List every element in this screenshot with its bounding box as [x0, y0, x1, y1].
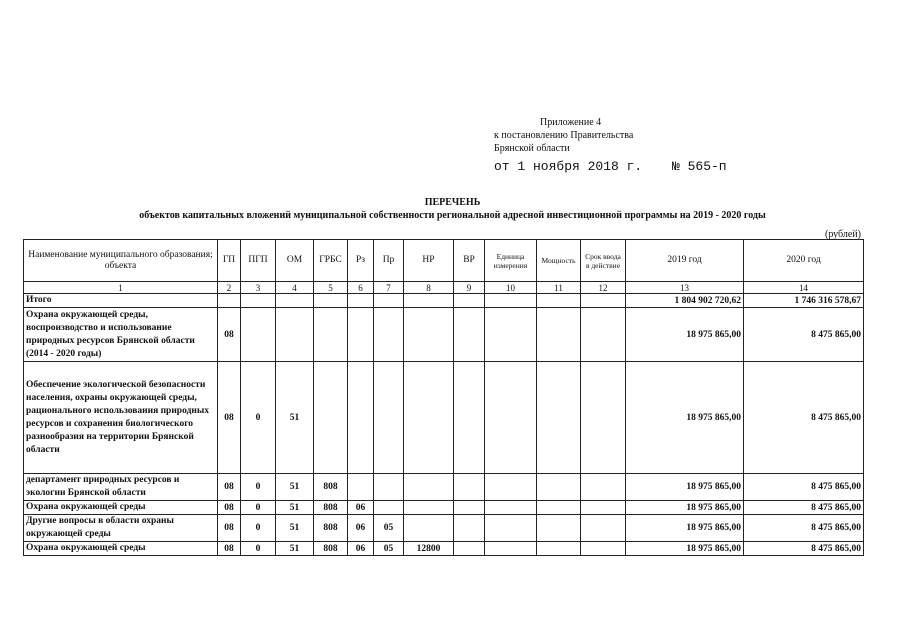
cell-name: Другие вопросы в области охраны окружающей среды	[24, 515, 218, 542]
col-header-term: Срок ввода в действие	[581, 240, 626, 282]
cell-unit	[485, 515, 537, 542]
cell-gp: 08	[218, 308, 241, 362]
cell-rz	[348, 362, 374, 474]
cell-rz	[348, 294, 374, 308]
cell-grbs: 808	[314, 501, 348, 515]
cell-vr	[454, 362, 485, 474]
cell-pgp: 0	[241, 515, 276, 542]
cell-y2020: 8 475 865,00	[744, 308, 864, 362]
table-row	[24, 542, 864, 556]
cell-pr	[374, 474, 404, 501]
header-row	[24, 240, 864, 282]
cell-pgp	[241, 294, 276, 308]
cell-unit	[485, 362, 537, 474]
cell-grbs: 808	[314, 515, 348, 542]
cell-y2020: 8 475 865,00	[744, 474, 864, 501]
cell-om: 51	[276, 515, 314, 542]
cell-y2019: 18 975 865,00	[626, 542, 744, 556]
cell-vr	[454, 294, 485, 308]
cell-unit	[485, 542, 537, 556]
cell-grbs: 808	[314, 542, 348, 556]
cell-om: 51	[276, 501, 314, 515]
cell-nr	[404, 308, 454, 362]
col-header-power: Мощность	[537, 240, 581, 282]
cell-om	[276, 294, 314, 308]
cell-vr	[454, 474, 485, 501]
cell-gp: 08	[218, 501, 241, 515]
cell-unit	[485, 474, 537, 501]
cell-om	[276, 308, 314, 362]
cell-term	[581, 542, 626, 556]
resolution-number: № 565-п	[672, 159, 727, 174]
col-number: 1	[24, 282, 218, 294]
cell-nr	[404, 294, 454, 308]
col-number: 5	[314, 282, 348, 294]
col-header-2019: 2019 год	[626, 240, 744, 282]
cell-y2019: 18 975 865,00	[626, 474, 744, 501]
cell-term	[581, 515, 626, 542]
table-row	[24, 308, 864, 362]
cell-power	[537, 501, 581, 515]
cell-y2019: 1 804 902 720,62	[626, 294, 744, 308]
cell-rz: 06	[348, 542, 374, 556]
cell-term	[581, 474, 626, 501]
unit-label: (рублей)	[824, 229, 861, 240]
cell-grbs: 808	[314, 474, 348, 501]
cell-pgp	[241, 308, 276, 362]
cell-pr	[374, 362, 404, 474]
document-title: ПЕРЕЧЕНЬ	[424, 197, 481, 208]
cell-vr	[454, 542, 485, 556]
cell-gp	[218, 294, 241, 308]
cell-name: Охрана окружающей среды, воспроизводство и использование природных ресурсов Брянской области (2014 - 2020 годы)	[24, 308, 218, 362]
cell-term	[581, 294, 626, 308]
cell-name: Охрана окружающей среды	[24, 501, 218, 515]
cell-gp: 08	[218, 362, 241, 474]
table-row	[24, 362, 864, 474]
cell-term	[581, 501, 626, 515]
col-number: 13	[626, 282, 744, 294]
resolution-date: от 1 ноября 2018 г.	[494, 159, 643, 174]
cell-name: Обеспечение экологической безопасности населения, охраны окружающей среды, рационального использования природных ресурсов и сохранения биологического разнообразия на территории Брянской области	[24, 362, 218, 474]
cell-pr: 05	[374, 542, 404, 556]
cell-pgp: 0	[241, 542, 276, 556]
col-header-pr: Пр	[374, 240, 404, 282]
region-label: Брянской области	[494, 143, 570, 154]
cell-gp: 08	[218, 515, 241, 542]
cell-power	[537, 308, 581, 362]
column-number-row	[24, 282, 864, 294]
col-header-om: ОМ	[276, 240, 314, 282]
cell-term	[581, 362, 626, 474]
cell-pr	[374, 308, 404, 362]
cell-pr	[374, 294, 404, 308]
cell-power	[537, 515, 581, 542]
cell-unit	[485, 308, 537, 362]
cell-pgp: 0	[241, 362, 276, 474]
col-number: 9	[454, 282, 485, 294]
cell-grbs	[314, 362, 348, 474]
col-header-pgp: ПГП	[241, 240, 276, 282]
cell-vr	[454, 308, 485, 362]
col-number: 10	[485, 282, 537, 294]
cell-nr	[404, 362, 454, 474]
table-row	[24, 474, 864, 501]
cell-rz: 06	[348, 501, 374, 515]
cell-y2019: 18 975 865,00	[626, 308, 744, 362]
cell-pgp: 0	[241, 501, 276, 515]
col-number: 6	[348, 282, 374, 294]
cell-nr	[404, 515, 454, 542]
cell-power	[537, 362, 581, 474]
cell-y2020: 8 475 865,00	[744, 542, 864, 556]
cell-unit	[485, 294, 537, 308]
cell-grbs	[314, 308, 348, 362]
col-number: 2	[218, 282, 241, 294]
cell-y2019: 18 975 865,00	[626, 515, 744, 542]
col-number: 4	[276, 282, 314, 294]
col-header-grbs: ГРБС	[314, 240, 348, 282]
col-header-gp: ГП	[218, 240, 241, 282]
cell-grbs	[314, 294, 348, 308]
col-number: 14	[744, 282, 864, 294]
cell-rz: 06	[348, 515, 374, 542]
cell-y2020: 8 475 865,00	[744, 501, 864, 515]
col-header-name: Наименование муниципального образования; объекта	[24, 240, 218, 282]
col-number: 8	[404, 282, 454, 294]
cell-pgp: 0	[241, 474, 276, 501]
cell-term	[581, 308, 626, 362]
cell-rz	[348, 308, 374, 362]
cell-name: Охрана окружающей среды	[24, 542, 218, 556]
table-row	[24, 294, 864, 308]
appendix-label: Приложение 4	[540, 117, 602, 128]
cell-y2019: 18 975 865,00	[626, 362, 744, 474]
cell-om: 51	[276, 542, 314, 556]
cell-gp: 08	[218, 542, 241, 556]
table-row	[24, 515, 864, 542]
cell-y2020: 8 475 865,00	[744, 515, 864, 542]
cell-nr: 12800	[404, 542, 454, 556]
cell-pr: 05	[374, 515, 404, 542]
cell-rz	[348, 474, 374, 501]
cell-gp: 08	[218, 474, 241, 501]
cell-pr	[374, 501, 404, 515]
cell-y2020: 1 746 316 578,67	[744, 294, 864, 308]
document-subtitle: объектов капитальных вложений муниципальной собственности региональной адресной инвестиционной программы на 2019 - 2020 годы	[139, 210, 766, 221]
cell-unit	[485, 501, 537, 515]
cell-power	[537, 294, 581, 308]
cell-power	[537, 474, 581, 501]
col-header-unit: Единица измерения	[485, 240, 537, 282]
cell-y2019: 18 975 865,00	[626, 501, 744, 515]
table-row	[24, 501, 864, 515]
resolution-label: к постановлению Правительства	[494, 130, 634, 141]
cell-name: департамент природных ресурсов и экологии Брянской области	[24, 474, 218, 501]
cell-vr	[454, 515, 485, 542]
investment-table	[23, 239, 864, 556]
col-number: 7	[374, 282, 404, 294]
col-header-2020: 2020 год	[744, 240, 864, 282]
cell-vr	[454, 501, 485, 515]
cell-power	[537, 542, 581, 556]
cell-nr	[404, 474, 454, 501]
col-number: 11	[537, 282, 581, 294]
cell-name: Итого	[24, 294, 218, 308]
col-header-nr: НР	[404, 240, 454, 282]
cell-y2020: 8 475 865,00	[744, 362, 864, 474]
col-number: 3	[241, 282, 276, 294]
col-header-vr: ВР	[454, 240, 485, 282]
cell-om: 51	[276, 362, 314, 474]
cell-nr	[404, 501, 454, 515]
col-header-rz: Рз	[348, 240, 374, 282]
col-number: 12	[581, 282, 626, 294]
cell-om: 51	[276, 474, 314, 501]
